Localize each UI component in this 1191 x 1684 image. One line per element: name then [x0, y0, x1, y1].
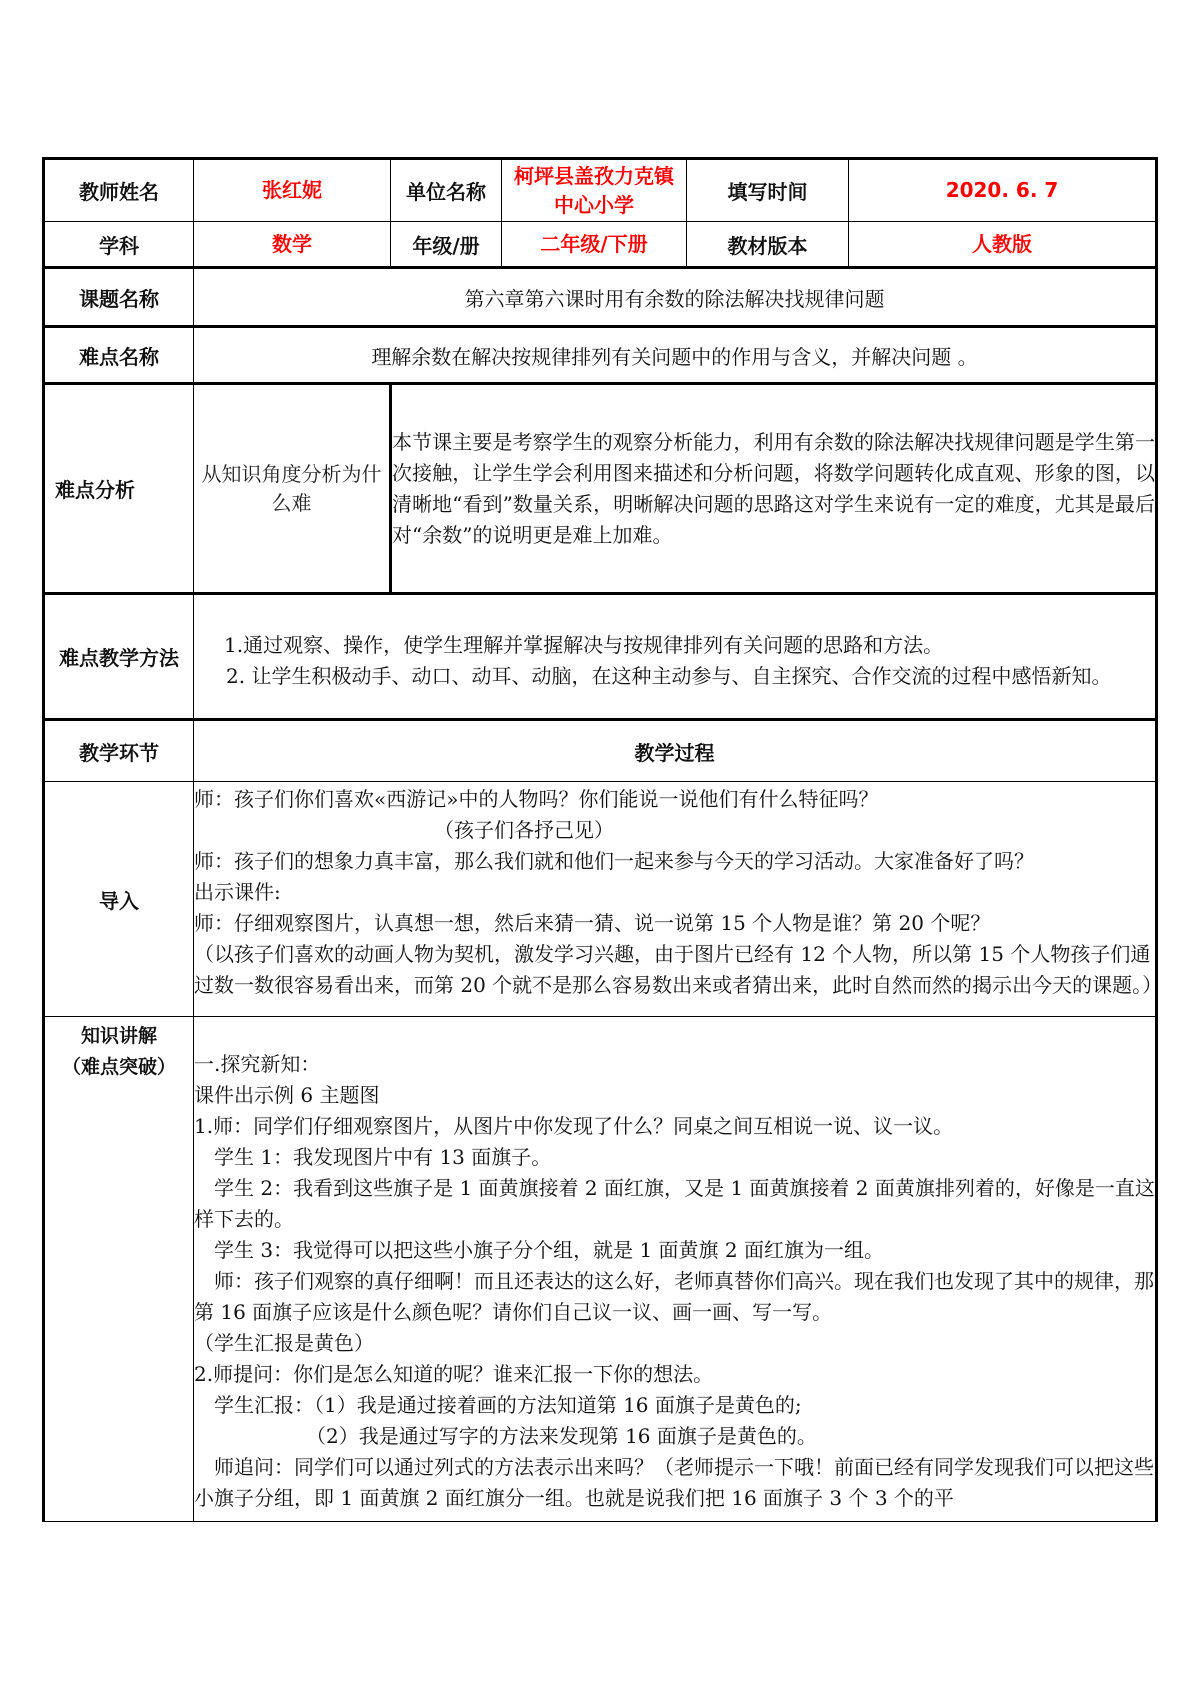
intro-line: 出示课件:: [194, 880, 281, 904]
unit-label: 单位名称: [391, 159, 502, 222]
topic-label: 课题名称: [44, 268, 194, 327]
knowledge-line: 课件出示例 6 主题图: [194, 1083, 380, 1107]
knowledge-line: 2.师提问：你们是怎么知道的呢？谁来汇报一下你的想法。: [194, 1362, 714, 1386]
knowledge-label-2: （难点突破）: [61, 1056, 176, 1078]
teacher-value: 张红妮: [194, 159, 391, 222]
subject-label: 学科: [44, 222, 194, 268]
intro-line: 师：孩子们的想象力真丰富，那么我们就和他们一起来参与今天的学习活动。大家准备好了吗？: [194, 849, 1034, 873]
analysis-row: [44, 384, 1157, 594]
intro-label: 导入: [44, 782, 194, 1017]
method-row: [44, 594, 1157, 720]
topic-value: 第六章第六课时用有余数的除法解决找规律问题: [194, 268, 1157, 327]
knowledge-line: 学生 3：我觉得可以把这些小旗子分个组，就是 1 面黄旗 2 面红旗为一组。: [214, 1238, 884, 1262]
knowledge-line: 师追问：同学们可以通过列式的方法表示出来吗？（老师提示一下哦！前面已经有同学发现我们可以把这些小旗子分组，即 1 面黄旗 2 面红旗分一组。也就是说我们把 16 面旗子 3 个 3 个的平: [194, 1455, 1154, 1510]
header-row-2: [44, 222, 1157, 268]
knowledge-line: 学生 1：我发现图片中有 13 面旗子。: [214, 1145, 552, 1169]
edition-label: 教材版本: [687, 222, 849, 268]
teacher-label: 教师姓名: [44, 159, 194, 222]
unit-value: 柯坪县盖孜力克镇中心小学: [502, 159, 687, 222]
knowledge-row: [44, 1017, 1157, 1522]
difficulty-label: 难点名称: [44, 327, 194, 384]
knowledge-line: 师：孩子们观察的真仔细啊！而且还表达的这么好，老师真替你们高兴。现在我们也发现了其中的规律，那第 16 面旗子应该是什么颜色呢？请你们自己议一议、画一画、写一写。: [194, 1269, 1154, 1324]
section-label: 教学环节: [44, 720, 194, 782]
intro-cell: [194, 782, 1163, 1017]
knowledge-line: （2）我是通过写字的方法来发现第 16 面旗子是黄色的。: [306, 1424, 817, 1448]
knowledge-line: 一.探究新知：: [194, 1052, 321, 1076]
date-value: 2020. 6. 7: [849, 159, 1157, 222]
knowledge-label-1: 知识讲解: [80, 1025, 157, 1047]
edition-value: 人教版: [849, 222, 1157, 268]
intro-line: （孩子们各抒己见）: [434, 818, 614, 842]
knowledge-line: （学生汇报是黄色）: [194, 1331, 374, 1355]
method-1: 1.通过观察、操作，使学生理解并掌握解决与按规律排列有关问题的思路和方法。: [224, 632, 944, 657]
method-2: 2. 让学生积极动手、动口、动耳、动脑，在这种主动参与、自主探究、合作交流的过程中感悟新知。: [226, 663, 1112, 688]
process-label: 教学过程: [194, 720, 1157, 782]
knowledge-label-cell: [44, 1017, 194, 1522]
difficulty-row: [44, 327, 1157, 384]
analysis-label: 难点分析: [44, 384, 194, 594]
topic-row: [44, 268, 1157, 327]
knowledge-line: 学生 2：我看到这些旗子是 1 面黄旗接着 2 面红旗，又是 1 面黄旗接着 2 面黄旗排列着的，好像是一直这样下去的。: [194, 1176, 1155, 1231]
grade-value: 二年级/下册: [502, 222, 687, 268]
intro-line: 师：孩子们你们喜欢«西游记»中的人物吗？你们能说一说他们有什么特征吗？: [194, 787, 879, 811]
analysis-text: 本节课主要是考察学生的观察分析能力，利用有余数的除法解决找规律问题是学生第一次接触，让学生学会利用图来描述和分析问题，将数学问题转化成直观、形象的图，以清晰地“看到”数量关系，明晰解决问题的思路这对学生来说有一定的难度，尤其是最后对“余数”的说明更是难上加难。: [391, 384, 1157, 594]
date-label: 填写时间: [687, 159, 849, 222]
header-row-1: [44, 159, 1157, 222]
knowledge-line: 学生汇报：（1）我是通过接着画的方法知道第 16 面旗子是黄色的;: [214, 1393, 802, 1417]
knowledge-cell: [194, 1017, 1157, 1522]
method-label: 难点教学方法: [44, 594, 194, 720]
difficulty-value: 理解余数在解决按规律排列有关问题中的作用与含义，并解决问题 。: [194, 327, 1157, 384]
method-cell: [194, 594, 1157, 720]
intro-row: [44, 782, 1157, 1017]
subject-value: 数学: [194, 222, 391, 268]
section-row: [44, 720, 1157, 782]
intro-line: （以孩子们喜欢的动画人物为契机，激发学习兴趣，由于图片已经有 12 个人物，所以第 15 个人物孩子们通过数一数很容易看出来，而第 20 个就不是那么容易数出来或者猜出来，此时自然而然的揭示出今天的课题。）: [194, 942, 1163, 997]
lesson-plan-table: [42, 157, 1163, 1522]
knowledge-line: 1.师：同学们仔细观察图片，从图片中你发现了什么？同桌之间互相说一说、议一议。: [194, 1114, 954, 1138]
intro-line: 师：仔细观察图片，认真想一想，然后来猜一猜、说一说第 15 个人物是谁？第 20 个呢？: [194, 911, 991, 935]
grade-label: 年级/册: [391, 222, 502, 268]
analysis-sub: 从知识角度分析为什么难: [194, 384, 391, 594]
